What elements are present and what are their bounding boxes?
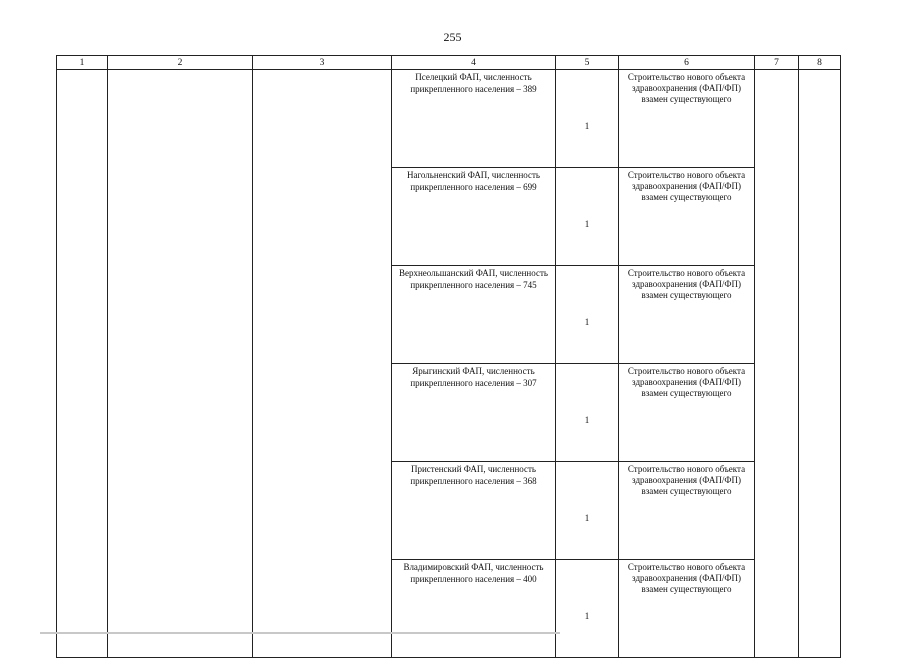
facility-cell: Пселецкий ФАП, численность прикрепленного населения – 389 — [392, 70, 556, 168]
column-number: 6 — [619, 56, 755, 70]
count-cell: 1 — [556, 364, 619, 462]
action-cell: Строительство нового объекта здравоохранения (ФАП/ФП) взамен существующего — [619, 560, 755, 658]
col1-merged-cell — [57, 70, 108, 658]
column-number: 5 — [556, 56, 619, 70]
facility-cell: Ярыгинский ФАП, численность прикрепленного населения – 307 — [392, 364, 556, 462]
facility-cell: Пристенский ФАП, численность прикрепленного населения – 368 — [392, 462, 556, 560]
count-cell: 1 — [556, 266, 619, 364]
page-number: 255 — [443, 30, 462, 44]
col2-merged-cell — [108, 70, 253, 658]
facilities-table — [56, 55, 841, 658]
column-number: 8 — [799, 56, 841, 70]
col8-merged-cell — [799, 70, 841, 658]
facility-cell: Нагольненский ФАП, численность прикрепленного населения – 699 — [392, 168, 556, 266]
column-number: 7 — [755, 56, 799, 70]
count-cell: 1 — [556, 168, 619, 266]
action-cell: Строительство нового объекта здравоохранения (ФАП/ФП) взамен существующего — [619, 70, 755, 168]
col7-merged-cell — [755, 70, 799, 658]
action-cell: Строительство нового объекта здравоохранения (ФАП/ФП) взамен существующего — [619, 266, 755, 364]
column-number: 4 — [392, 56, 556, 70]
col3-merged-cell — [253, 70, 392, 658]
action-cell: Строительство нового объекта здравоохранения (ФАП/ФП) взамен существующего — [619, 364, 755, 462]
count-cell: 1 — [556, 70, 619, 168]
column-number: 3 — [253, 56, 392, 70]
action-cell: Строительство нового объекта здравоохранения (ФАП/ФП) взамен существующего — [619, 462, 755, 560]
scan-edge-line — [40, 632, 560, 634]
table-row — [57, 70, 841, 168]
column-number-header-row — [57, 56, 841, 70]
column-number: 2 — [108, 56, 253, 70]
count-cell: 1 — [556, 462, 619, 560]
facility-cell: Верхнеольшанский ФАП, численность прикрепленного населения – 745 — [392, 266, 556, 364]
column-number: 1 — [57, 56, 108, 70]
facility-cell: Владимировский ФАП, численность прикрепленного населения – 400 — [392, 560, 556, 658]
action-cell: Строительство нового объекта здравоохранения (ФАП/ФП) взамен существующего — [619, 168, 755, 266]
count-cell: 1 — [556, 560, 619, 658]
